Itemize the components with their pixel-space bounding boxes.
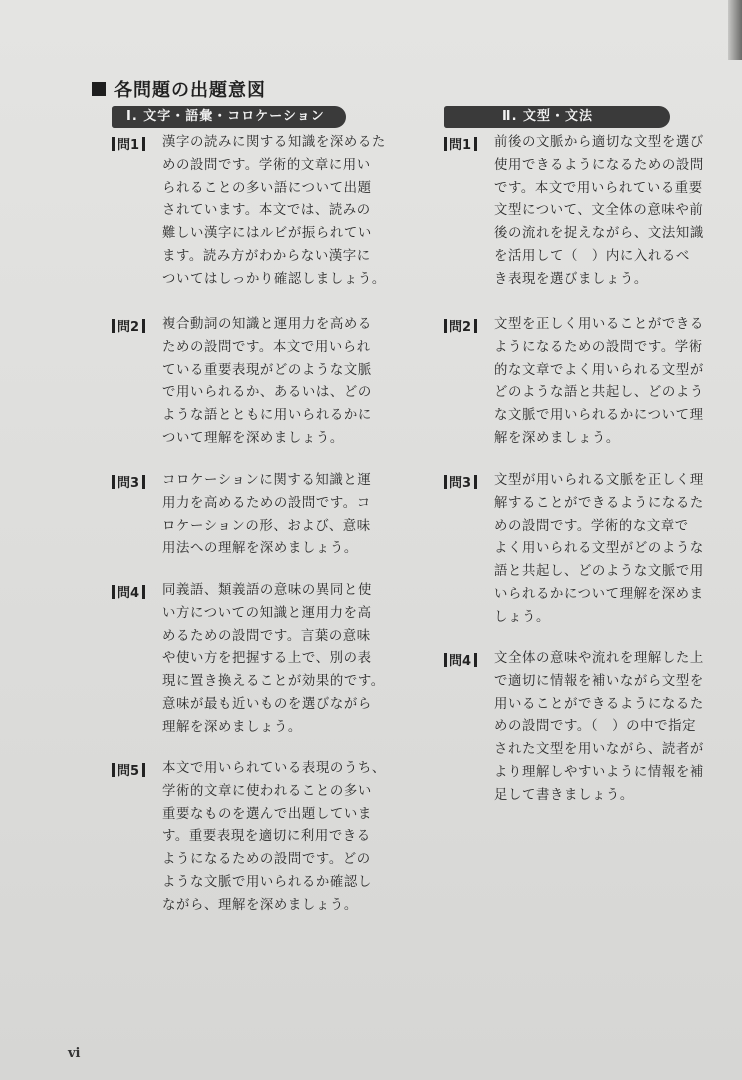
question-label-text: 問5	[117, 764, 140, 779]
description-line: ようになるための設問です。どの	[162, 852, 371, 868]
column-header-bunkei-bunpo: Ⅱ. 文型・文法	[444, 106, 670, 128]
description-line: す。重要表現を適切に利用できる	[162, 829, 371, 845]
description-line: めるための設問です。言葉の意味	[162, 628, 371, 644]
description-line: どのような語と共起し、どのよう	[494, 385, 704, 401]
square-bullet-icon	[92, 82, 106, 96]
description-line: ような文脈で用いられるか確認し	[162, 874, 372, 890]
description-line: ための設問です。本文で用いられ	[162, 339, 371, 355]
description-line: 意味が最も近いものを選びながら	[162, 696, 372, 712]
description-line: 漢字の読みに関する知識を深めるた	[162, 135, 386, 150]
description-line: 足して書きましょう。	[494, 787, 634, 803]
question-label	[112, 760, 145, 779]
question-label-text: 問2	[117, 320, 140, 335]
description-line: 複合動詞の知識と運用力を高める	[162, 317, 372, 332]
description-line: な文脈で用いられるかについて理	[494, 408, 704, 424]
bracket-bar-icon	[142, 763, 145, 777]
description-line: ついて理解を深めましょう。	[162, 430, 344, 446]
question-description	[162, 758, 394, 918]
description-line: 前後の文脈から適切な文型を選び	[494, 135, 704, 150]
description-line: より理解しやすいように情報を補	[494, 764, 704, 780]
bracket-bar-icon	[142, 585, 145, 599]
description-line: です。本文で用いられている重要	[494, 180, 703, 196]
description-line: 学術的文章に使われることの多い	[162, 783, 372, 799]
description-line: 難しい漢字にはルビが振られてい	[162, 226, 372, 242]
description-line: 語と共起し、どのような文脈で用	[494, 564, 704, 580]
description-line: 理解を深めましょう。	[162, 719, 302, 735]
question-label	[444, 316, 477, 335]
question-label	[112, 134, 145, 153]
bracket-bar-icon	[474, 137, 477, 151]
bracket-bar-icon	[142, 475, 145, 489]
question-description	[162, 132, 394, 292]
description-line: 解を深めましょう。	[494, 430, 620, 446]
bracket-bar-icon	[474, 475, 477, 489]
column-left	[112, 106, 412, 913]
description-line: 使用できるようになるための設問	[494, 157, 704, 173]
question-description	[494, 470, 726, 630]
question-label	[112, 582, 145, 601]
description-line: 現に置き換えることが効果的です。	[162, 674, 385, 690]
question-label-text: 問3	[449, 476, 472, 491]
description-line: 的な文章でよく用いられる文型が	[494, 362, 704, 378]
description-line: 文全体の意味や流れを理解した上	[494, 651, 704, 666]
description-line: ような語とともに用いられるかに	[162, 408, 372, 424]
bracket-bar-icon	[474, 319, 477, 333]
question-label-text: 問4	[449, 654, 472, 669]
bracket-bar-icon	[112, 137, 115, 151]
bracket-bar-icon	[112, 585, 115, 599]
description-line: めの設問です。学術的な文章で	[494, 518, 689, 534]
bracket-bar-icon	[444, 137, 447, 151]
question-label	[444, 134, 477, 153]
bracket-bar-icon	[142, 137, 145, 151]
bracket-bar-icon	[112, 319, 115, 333]
bracket-bar-icon	[112, 475, 115, 489]
question-description	[494, 314, 726, 451]
description-line: で用いられるか、あるいは、どの	[162, 385, 372, 401]
description-line: ロケーションの形、および、意味	[162, 518, 371, 534]
bracket-bar-icon	[444, 319, 447, 333]
description-line: されています。本文では、読みの	[162, 203, 371, 219]
question-label-text: 問3	[117, 476, 140, 491]
description-line: 用力を高めるための設問です。コ	[162, 495, 371, 511]
question-description	[494, 132, 726, 292]
description-line: めの設問です。（ ）の中で指定	[494, 719, 697, 735]
description-line: き表現を選びましょう。	[494, 271, 648, 287]
description-line: された文型を用いながら、読者が	[494, 742, 704, 758]
bracket-bar-icon	[444, 475, 447, 489]
description-line: 解することができるようになるた	[494, 495, 704, 511]
description-line: で適切に情報を補いながら文型を	[494, 673, 704, 689]
description-line: ながら、理解を深めましょう。	[162, 897, 358, 913]
description-line: ます。読み方がわからない漢字に	[162, 248, 371, 264]
question-label-text: 問2	[449, 320, 472, 335]
description-line: ている重要表現がどのような文脈	[162, 362, 372, 378]
description-line: 用法への理解を深めましょう。	[162, 541, 358, 557]
section-title: 各問題の出題意図	[114, 80, 266, 101]
description-line: 用いることができるようになるた	[494, 696, 704, 712]
description-line: よく用いられる文型がどのような	[494, 541, 704, 557]
description-line: られることの多い語について出題	[162, 180, 372, 196]
page-number: vi	[68, 1046, 81, 1061]
question-label	[112, 316, 145, 335]
question-description	[494, 648, 726, 808]
description-line: や使い方を把握する上で、別の表	[162, 651, 372, 667]
section-heading	[92, 76, 266, 102]
column-header-moji-goi: Ⅰ. 文字・語彙・コロケーション	[112, 106, 346, 128]
question-label-text: 問1	[117, 138, 140, 153]
bracket-bar-icon	[474, 653, 477, 667]
bracket-bar-icon	[112, 763, 115, 777]
question-description	[162, 314, 394, 451]
bracket-bar-icon	[142, 319, 145, 333]
question-label	[444, 472, 477, 491]
description-line: しょう。	[494, 609, 550, 625]
description-line: いられるかについて理解を深めま	[494, 586, 704, 602]
description-line: を活用して（ ）内に入れるべ	[494, 248, 690, 264]
question-label-text: 問4	[117, 586, 140, 601]
description-line: 文型について、文全体の意味や前	[494, 203, 704, 219]
description-line: い方についての知識と運用力を高	[162, 605, 372, 621]
column-right	[444, 106, 742, 803]
question-description	[162, 470, 394, 561]
description-line: 本文で用いられている表現のうち、	[162, 761, 386, 776]
bracket-bar-icon	[444, 653, 447, 667]
description-line: ようになるための設問です。学術	[494, 339, 703, 355]
description-line: 同義語、類義語の意味の異同と使	[162, 583, 372, 598]
description-line: ついてはしっかり確認しましょう。	[162, 271, 386, 287]
question-label	[112, 472, 145, 491]
description-line: 後の流れを捉えながら、文法知識	[494, 226, 704, 242]
question-label-text: 問1	[449, 138, 472, 153]
description-line: 文型を正しく用いることができる	[494, 317, 704, 332]
description-line: めの設問です。学術的文章に用い	[162, 157, 371, 173]
description-line: コロケーションに関する知識と運	[162, 473, 372, 488]
page-edge-shadow	[728, 0, 742, 60]
description-line: 重要なものを選んで出題していま	[162, 806, 372, 822]
description-line: 文型が用いられる文脈を正しく理	[494, 473, 704, 488]
question-description	[162, 580, 394, 740]
question-label	[444, 650, 477, 669]
